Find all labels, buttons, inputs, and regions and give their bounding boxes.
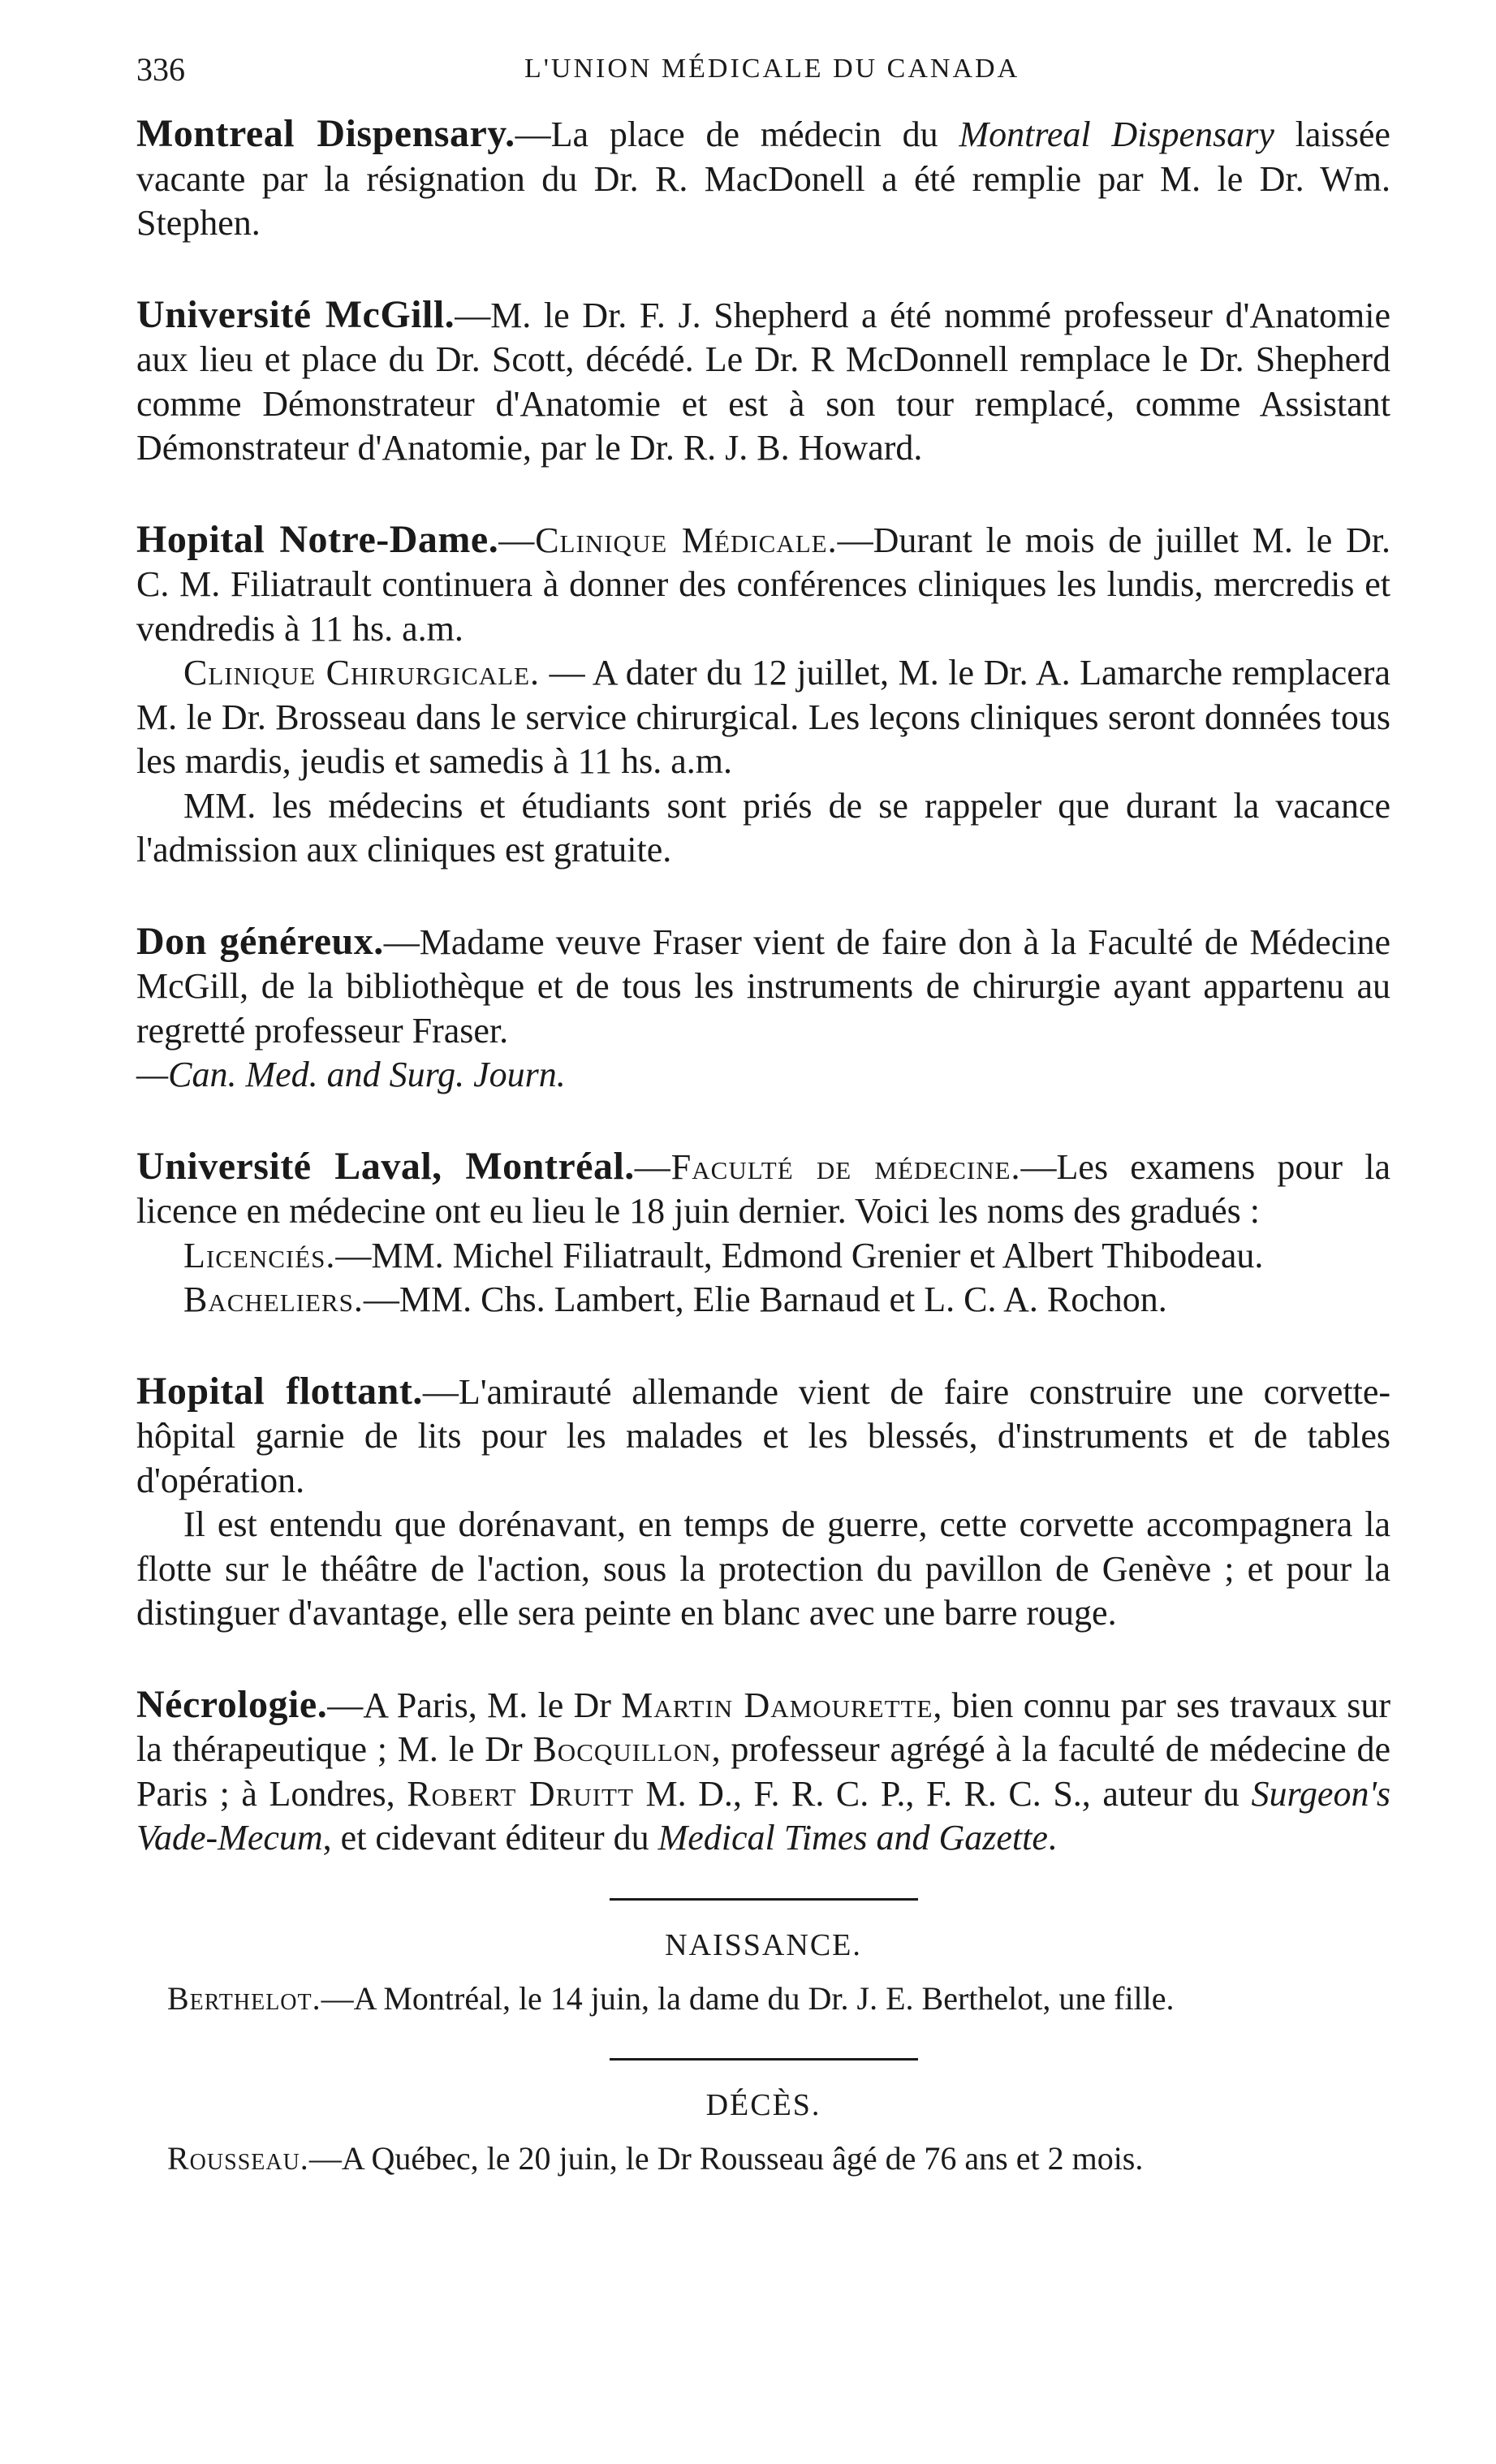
notice-text: —A Québec, le 20 juin, le Dr Rousseau âgé de 76 ans et 2 mois. <box>308 2139 1144 2177</box>
article-montreal-dispensary <box>136 112 1390 246</box>
book-title: Surgeon's Vade-Mecum <box>136 1773 1390 1858</box>
article-paragraph <box>136 784 1390 873</box>
birth-notice <box>136 1977 1390 2021</box>
article-text: —Les examens pour la licence en médecine ont eu lieu le 18 juin dernier. Voici les noms des gradués : <box>136 1146 1391 1231</box>
notice-name: Berthelot. <box>167 1979 321 2017</box>
page-number: 336 <box>136 51 185 88</box>
article-text: —La place de médecin du <box>515 114 959 154</box>
article-hopital-notre-dame <box>136 518 1390 652</box>
article-heading: Université Laval, Montréal. <box>136 1144 635 1188</box>
article-text: —Madame veuve Fraser vient de faire don à la Faculté de Médecine McGill, de la bibliothèque et de tous les instruments de chirurgie ayant appartenu au regretté professeur Fraser. <box>136 921 1390 1051</box>
article-text: — A dater du 12 juillet, M. le Dr. A. Lamarche remplacera M. le Dr. Brosseau dans le service chirurgical. Les leçons cliniques seront données tous les mardis, jeudis et samedis à 11 hs. a.m. <box>136 653 1390 781</box>
article-heading: Montreal Dispensary. <box>136 112 515 155</box>
article-heading: Don généreux. <box>136 919 384 963</box>
article-text: —MM. Chs. Lambert, Elie Barnaud et L. C. A. Rochon. <box>363 1279 1167 1319</box>
article-text: —A Paris, M. le Dr <box>327 1685 622 1725</box>
article-text: , bien connu par ses travaux sur la thérapeutique ; M. le Dr <box>136 1685 1390 1769</box>
article-heading: Hopital flottant. <box>136 1369 423 1413</box>
person-name: Martin Damourette <box>621 1685 933 1725</box>
article-text: —MM. Michel Filiatrault, Edmond Grenier et Albert Thibodeau. <box>335 1235 1264 1275</box>
article-text: MM. les médecins et étudiants sont priés de se rappeler que durant la vacance l'admission aux cliniques est gratuite. <box>136 785 1390 870</box>
running-head <box>136 50 1395 91</box>
article-paragraph <box>136 1278 1390 1323</box>
article-text: —L'amirauté allemande vient de faire construire une corvette-hôpital garnie de lits pour les malades et les blessés, d'instruments et de tables d'opération. <box>136 1371 1390 1500</box>
article-subheading: —Clinique Médicale. <box>498 520 838 560</box>
journal-reference: Medical Times and Gazette <box>657 1818 1048 1858</box>
article-text: M. D., F. R. C. P., F. R. C. S., auteur du <box>633 1773 1252 1814</box>
article-text: , et cidevant éditeur du <box>322 1818 658 1858</box>
article-necrologie <box>136 1683 1390 1861</box>
article-universite-mcgill <box>136 293 1390 471</box>
article-text: , professeur agrégé à la faculté de médecine de Paris ; à Londres, <box>136 1729 1390 1814</box>
article-don-genereux <box>136 920 1390 1098</box>
article-universite-laval <box>136 1145 1390 1234</box>
article-heading: Nécrologie. <box>136 1682 328 1726</box>
article-paragraph <box>136 651 1390 784</box>
notice-name: Rousseau. <box>167 2139 309 2177</box>
article-text-italic: Montreal Dispensary <box>959 114 1274 154</box>
article-paragraph <box>136 1503 1390 1636</box>
death-notice <box>136 2137 1390 2181</box>
article-subheading: Licenciés. <box>183 1235 336 1275</box>
article-text: —M. le Dr. F. J. Shepherd a été nommé professeur d'Anatomie aux lieu et place du Dr. Scott, décédé. Le Dr. R McDonnell remplace le Dr. Shepherd comme Démonstrateur d'Anatomie et est à son tour remplacé, comme Assistant Démonstrateur d'Anatomie, par le Dr. R. J. B. Howard. <box>136 295 1390 468</box>
article-heading: Université McGill. <box>136 292 455 336</box>
article-column <box>136 112 1390 2181</box>
person-name: Robert Druitt <box>407 1773 634 1814</box>
section-title-naissance: NAISSANCE. <box>665 1927 862 1962</box>
section-divider <box>610 2058 918 2061</box>
article-text: —Durant le mois de juillet M. le Dr. C. M. Filiatrault continuera à donner des conférences cliniques les lundis, mercredis et vendredis à 11 hs. a.m. <box>136 520 1390 649</box>
journal-title: L'UNION MÉDICALE DU CANADA <box>524 54 1020 84</box>
person-name: Bocquillon <box>532 1729 712 1769</box>
article-text: . <box>1047 1818 1057 1858</box>
section-title-deces: DÉCÈS. <box>705 2087 821 2122</box>
section-divider <box>610 1898 918 1901</box>
article-hopital-flottant <box>136 1370 1390 1504</box>
article-text: Il est entendu que dorénavant, en temps de guerre, cette corvette accompagnera la flotte sur le théâtre de l'action, sous la protection du pavillon de Genève ; et pour la distinguer d'avantage, elle sera peinte en blanc avec une barre rouge. <box>136 1504 1390 1633</box>
article-paragraph <box>136 1234 1390 1279</box>
article-subheading: Bacheliers. <box>183 1279 364 1319</box>
article-subheading: —Faculté de médecine. <box>634 1146 1021 1187</box>
article-heading: Hopital Notre-Dame. <box>136 517 499 561</box>
article-text-end: laissée vacante par la résignation du Dr. R. MacDonell a été remplie par M. le Dr. Wm. Stephen. <box>136 114 1390 243</box>
article-subheading: Clinique Chirurgicale. <box>183 653 541 693</box>
notice-text: —A Montréal, le 14 juin, la dame du Dr. J. E. Berthelot, une fille. <box>321 1979 1175 2017</box>
article-source: —Can. Med. and Surg. Journ. <box>136 1055 566 1094</box>
